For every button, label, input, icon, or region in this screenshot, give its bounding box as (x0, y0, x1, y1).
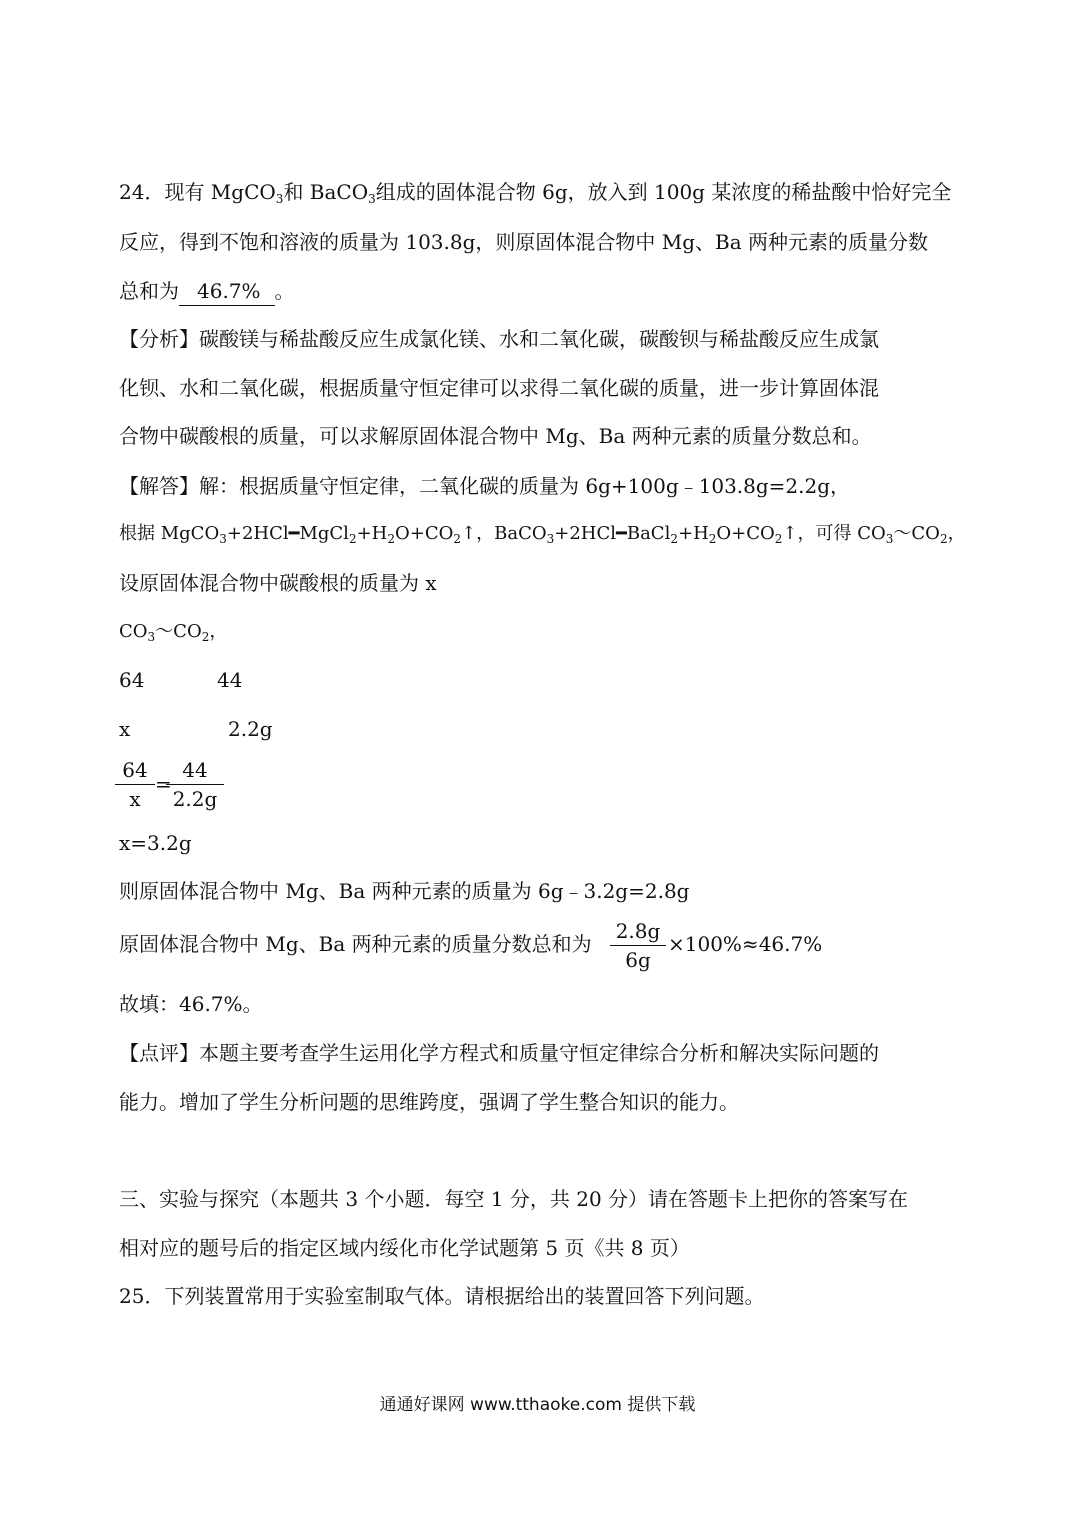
percent-line-suffix: ×100%≈46.7% (668, 932, 823, 956)
fill-answer: 故填：46.7%。 (119, 992, 263, 1016)
result-x: x=3.2g (119, 831, 192, 855)
molar-mass-64: 64 (119, 668, 145, 692)
molar-mass-44: 44 (217, 668, 243, 692)
section3-line-1: 三、实验与探究（本题共 3 个小题．每空 1 分，共 20 分）请在答题卡上把你的答案写在 (119, 1187, 909, 1211)
solution-line-1: 【解答】解：根据质量守恒定律，二氧化碳的质量为 6g+100g﹣103.8g=2.2g， (119, 474, 851, 498)
review-line-1: 【点评】本题主要考查学生运用化学方程式和质量守恒定律综合分析和解决实际问题的 (119, 1041, 879, 1065)
analysis-line-3: 合物中碳酸根的质量，可以求解原固体混合物中 Mg、Ba 两种元素的质量分数总和。 (119, 424, 872, 448)
ratio-line: $CO_3\sim CO_2$， (119, 621, 228, 644)
set-variable-line: 设原固体混合物中碳酸根的质量为 x (119, 571, 437, 595)
fraction-64-over-x: $\frac{64}{x}$ (115, 756, 155, 813)
analysis-line-1: 【分析】碳酸镁与稀盐酸反应生成氯化镁、水和二氧化碳，碳酸钡与稀盐酸反应生成氯 (119, 327, 879, 351)
analysis-line-2: 化钡、水和二氧化碳，根据质量守恒定律可以求得二氧化碳的质量，进一步计算固体混 (119, 376, 879, 400)
page-footer: 通通好课网 www.tthaoke.com 提供下载 (379, 1395, 696, 1415)
fraction-2-8g-over-6g: $\frac{2.8g}{6g}$ (610, 917, 666, 974)
unknown-x: x (119, 717, 131, 741)
equals-sign: = (155, 772, 172, 796)
q24-line-1: 24．现有 MgCO$_3$和 BaCO$_3$组成的固体混合物 6g，放入到 100g 某浓度的稀盐酸中恰好完全 (119, 180, 952, 206)
answer-blank: 46.7% (179, 277, 275, 306)
reaction-equations: 根据 $MgCO_3+2HCl━MgCl_2+H_2O+CO_2↑$，$BaCO_3+2HCl━BaCl_2+H_2O+CO_2↑$，可得 $CO_3\sim CO_2$， (119, 523, 966, 546)
fraction-44-over-2-2g: $\frac{44}{2.2g}$ (166, 756, 224, 813)
q24-line-3: 总和为 46.7% 。 (119, 277, 295, 306)
q25-line: 25．下列装置常用于实验室制取气体。请根据给出的装置回答下列问题。 (119, 1284, 765, 1308)
review-line-2: 能力。增加了学生分析问题的思维跨度，强调了学生整合知识的能力。 (119, 1090, 739, 1114)
percent-line-prefix: 原固体混合物中 Mg、Ba 两种元素的质量分数总和为 (119, 932, 592, 956)
value-2-2g: 2.2g (228, 717, 273, 741)
q24-line-2: 反应，得到不饱和溶液的质量为 103.8g，则原固体混合物中 Mg、Ba 两种元素的质量分数 (119, 230, 929, 254)
section3-line-2: 相对应的题号后的指定区域内绥化市化学试题第 5 页《共 8 页） (119, 1236, 690, 1260)
mass-line: 则原固体混合物中 Mg、Ba 两种元素的质量为 6g﹣3.2g=2.8g (119, 879, 690, 903)
